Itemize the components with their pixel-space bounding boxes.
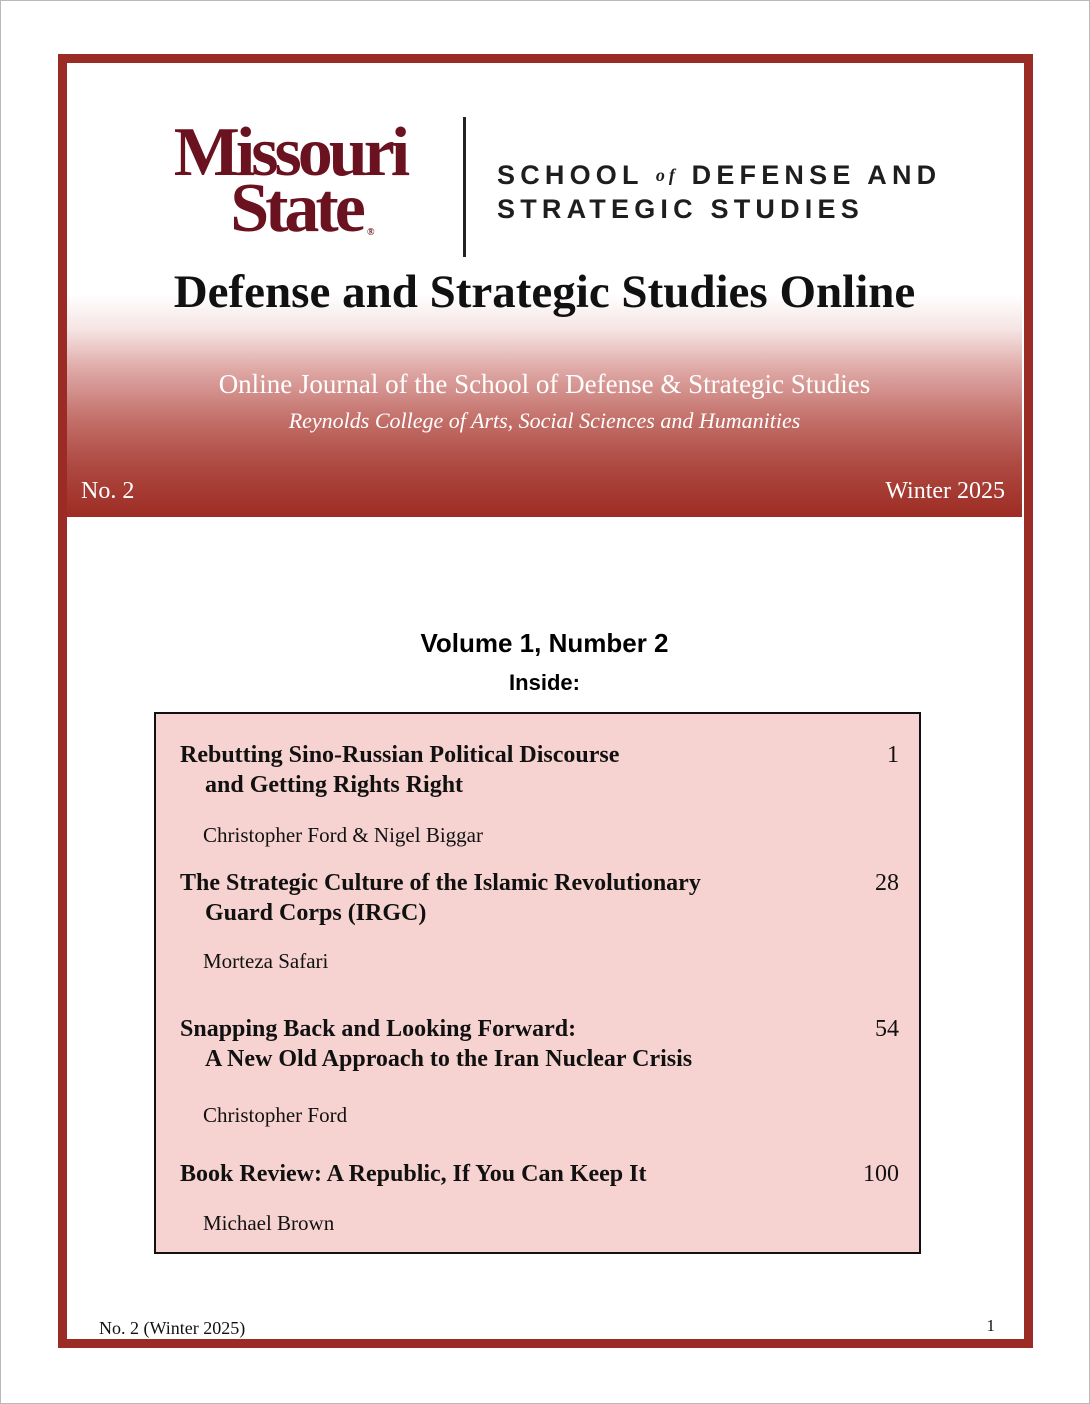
article-title[interactable]: Book Review: A Republic, If You Can Keep It (180, 1161, 647, 1187)
article-page-number: 1 (887, 742, 899, 768)
article-page-number: 54 (875, 1016, 899, 1042)
logo-divider (463, 117, 466, 257)
article-author: Michael Brown (203, 1211, 335, 1235)
missouri-state-logo (140, 114, 440, 248)
journal-subtitle: Online Journal of the School of Defense & Strategic Studies (218, 369, 871, 399)
school-name-line1 (497, 158, 977, 192)
college-name: Reynolds College of Arts, Social Sciences and Humanities (288, 408, 801, 433)
volume-heading: Volume 1, Number 2 (420, 628, 669, 658)
logo-word-missouri: Missouri (173, 114, 407, 191)
inside-label: Inside: (509, 670, 580, 695)
issue-number: No. 2 (81, 478, 135, 504)
article-page-number: 28 (875, 870, 899, 896)
school-words-defense-and: DEFENSE AND (691, 160, 942, 190)
school-word-of: of (655, 165, 679, 185)
article-title[interactable]: Snapping Back and Looking Forward: A New Old Approach to the Iran Nuclear Crisis (180, 1016, 693, 1072)
article-author: Christopher Ford & Nigel Biggar (203, 823, 483, 847)
issue-season: Winter 2025 (885, 478, 1005, 504)
article-author: Morteza Safari (203, 949, 329, 973)
school-word-school: SCHOOL (497, 160, 644, 190)
logo-word-state: State (230, 170, 362, 247)
registered-mark: ® (367, 227, 375, 238)
article-title[interactable]: Rebutting Sino-Russian Political Discourse and Getting Rights Right (180, 742, 620, 798)
footer-issue-label: No. 2 (Winter 2025) (99, 1318, 246, 1338)
article-page-number: 100 (863, 1161, 899, 1187)
school-name (497, 158, 977, 226)
school-name-line2: STRATEGIC STUDIES (497, 194, 864, 224)
journal-title: Defense and Strategic Studies Online (173, 266, 916, 318)
footer-page-number: 1 (986, 1316, 995, 1335)
article-title[interactable]: The Strategic Culture of the Islamic Revolutionary Guard Corps (IRGC) (180, 870, 701, 926)
table-of-contents (154, 712, 921, 1254)
article-author: Christopher Ford (203, 1103, 348, 1127)
